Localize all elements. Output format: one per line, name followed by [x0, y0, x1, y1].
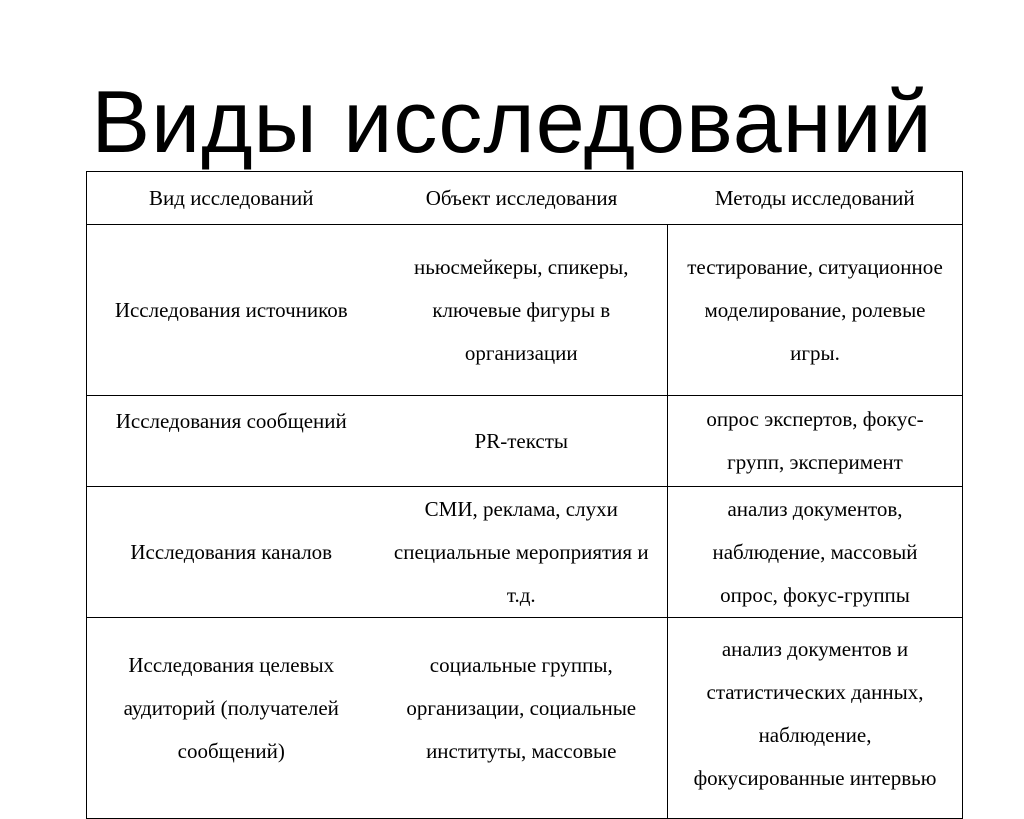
- column-header-object: Объект исследования: [376, 172, 668, 225]
- research-types-table: [86, 171, 963, 819]
- research-methods-cell: анализ документов, наблюдение, массовый опрос, фокус-группы: [668, 487, 963, 618]
- research-methods-cell: опрос экспертов, фокус-групп, эксперимент: [668, 396, 963, 487]
- table-row: [87, 618, 963, 819]
- research-type-cell: Исследования каналов: [87, 487, 376, 618]
- research-type-cell: Исследования сообщений: [87, 396, 376, 487]
- table-row: [87, 396, 963, 487]
- research-object-cell: СМИ, реклама, слухи специальные мероприятия и т.д.: [376, 487, 668, 618]
- research-object-cell: ньюсмейкеры, спикеры, ключевые фигуры в организации: [376, 225, 668, 396]
- research-object-cell: социальные группы, организации, социальные институты, массовые: [376, 618, 668, 819]
- column-header-methods: Методы исследований: [668, 172, 963, 225]
- column-header-type: Вид исследований: [87, 172, 376, 225]
- research-methods-cell: тестирование, ситуационное моделирование, ролевые игры.: [668, 225, 963, 396]
- research-object-cell: PR-тексты: [376, 396, 668, 487]
- table-row: [87, 487, 963, 618]
- research-type-cell: Исследования источников: [87, 225, 376, 396]
- research-type-cell: Исследования целевых аудиторий (получателей сообщений): [87, 618, 376, 819]
- page-title: Виды исследований: [91, 72, 933, 171]
- research-methods-cell: анализ документов и статистических данных, наблюдение, фокусированные интервью: [668, 618, 963, 819]
- table-header-row: [87, 172, 963, 225]
- table-row: [87, 225, 963, 396]
